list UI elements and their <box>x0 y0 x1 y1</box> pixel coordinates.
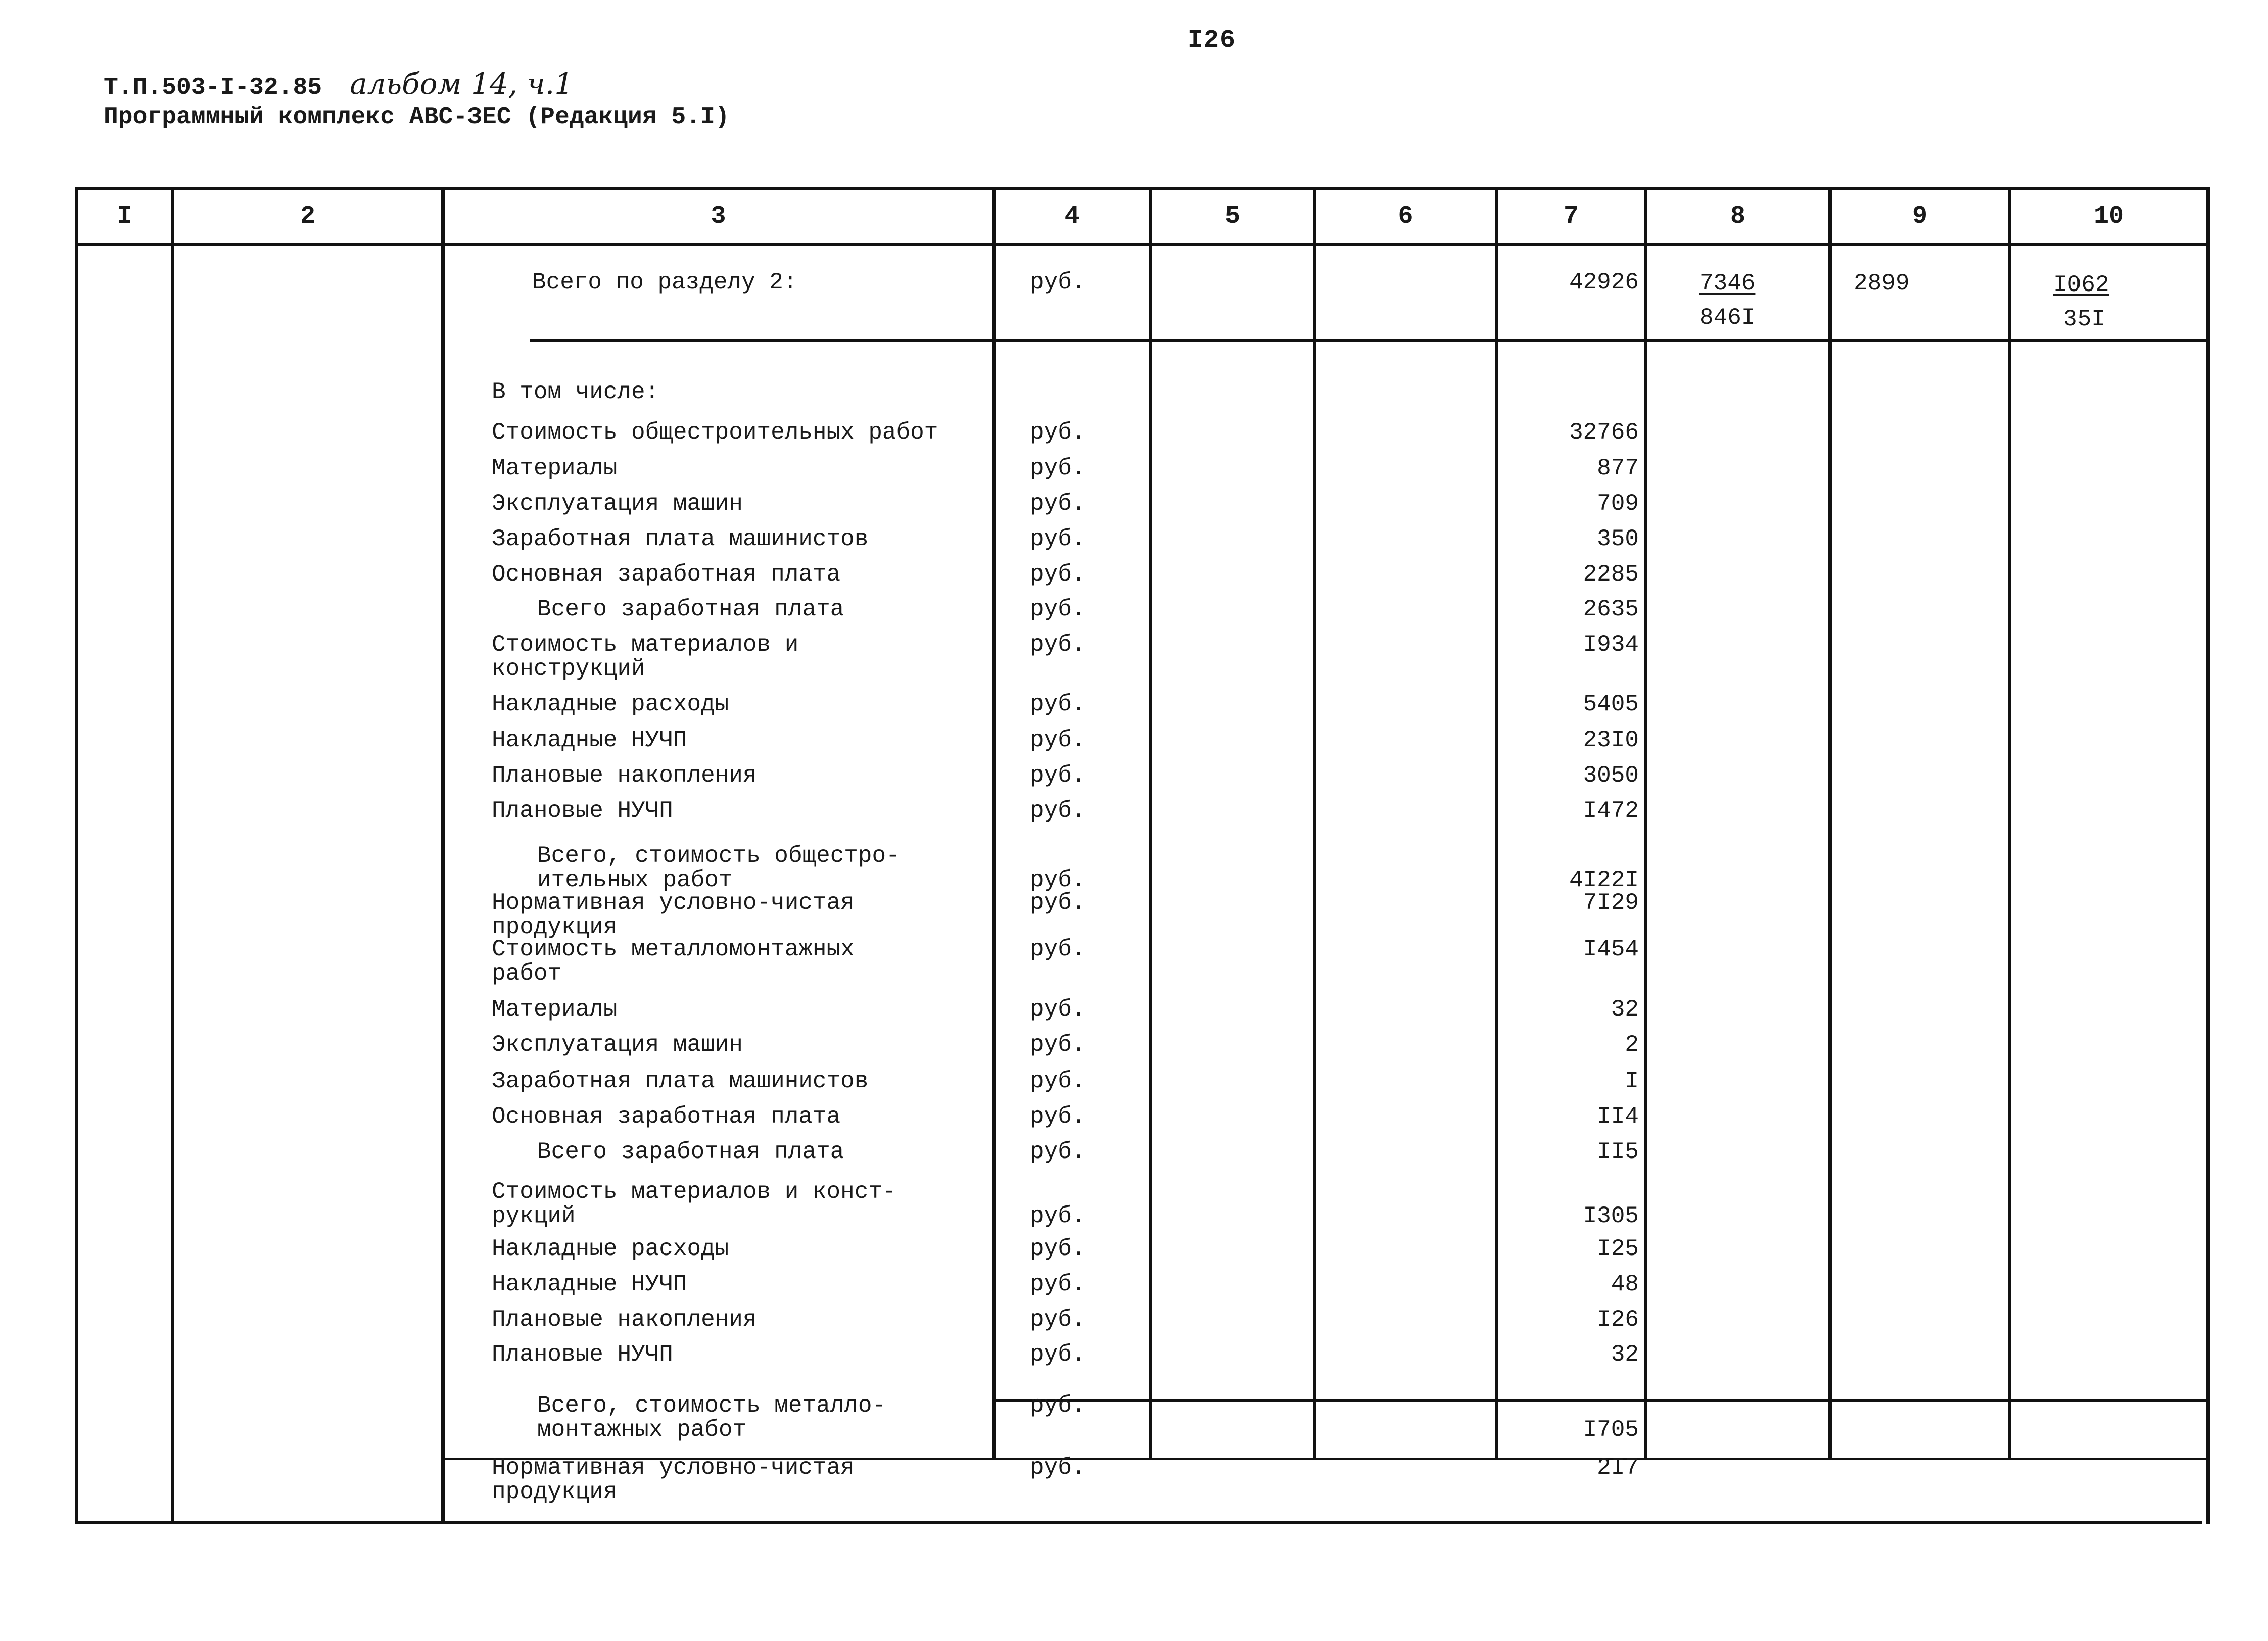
row-unit: руб. <box>1030 1139 1086 1165</box>
row-value: 2 <box>1625 1032 1639 1058</box>
row-label: Накладные расходы <box>492 1236 729 1262</box>
total-row-label: Всего по разделу 2: <box>532 269 797 296</box>
row-value: 5405 <box>1583 691 1639 717</box>
row-label: Эксплуатация машин <box>492 1032 743 1058</box>
row-unit: руб. <box>1030 596 1086 622</box>
row-value: 7I29 <box>1583 890 1639 916</box>
album-handwritten-note: альбом 14, ч.1 <box>350 67 574 101</box>
row-value: 877 <box>1597 455 1639 481</box>
row-value: 2I7 <box>1597 1455 1639 1481</box>
col-line-1 <box>171 187 174 1524</box>
row-label: Основная заработная плата <box>492 1103 841 1130</box>
row-label: Плановые накопления <box>492 762 757 789</box>
row-label: Плановые НУЧП <box>492 798 673 824</box>
row-unit: руб. <box>1030 491 1086 517</box>
col-header-3: 3 <box>711 202 726 231</box>
col-header-8: 8 <box>1730 202 1745 231</box>
col-line-9 <box>2008 187 2011 1460</box>
row-unit: руб. <box>1030 936 1086 962</box>
row-unit: руб. <box>1030 1203 1086 1229</box>
col-line-0 <box>75 187 78 1524</box>
row-value: 48 <box>1611 1271 1639 1297</box>
row-label: Эксплуатация машин <box>492 491 743 517</box>
row-value: I305 <box>1583 1203 1639 1229</box>
lower-band-top-line <box>992 1399 2210 1402</box>
row-unit: руб. <box>1030 1271 1086 1297</box>
col-line-6 <box>1495 187 1498 1460</box>
row-label: Всего заработная плата <box>537 596 844 622</box>
row-value: I705 <box>1583 1417 1639 1443</box>
row-label: Накладные НУЧП <box>492 727 687 753</box>
row-unit: руб. <box>1030 996 1086 1023</box>
row-label: Стоимость материалов и конструкций <box>492 632 799 682</box>
row-unit: руб. <box>1030 1307 1086 1333</box>
col-line-5 <box>1313 187 1316 1460</box>
row-value: 709 <box>1597 491 1639 517</box>
row-label: Стоимость металломонтажных работ <box>492 936 855 987</box>
row-label: Заработная плата машинистов <box>492 526 869 552</box>
row-value: I26 <box>1597 1307 1639 1333</box>
row-value: I934 <box>1583 632 1639 658</box>
row-label: Плановые НУЧП <box>492 1341 673 1368</box>
col-header-1: I <box>117 202 132 231</box>
col-header-10: 10 <box>2093 202 2124 231</box>
row-label: Накладные НУЧП <box>492 1271 687 1297</box>
total-row-underline <box>530 339 2210 342</box>
row-unit: руб. <box>1030 867 1086 893</box>
row-unit: руб. <box>1030 691 1086 717</box>
row-value: 2635 <box>1583 596 1639 622</box>
row-value: I25 <box>1597 1236 1639 1262</box>
row-unit: руб. <box>1030 1455 1086 1481</box>
row-label: Плановые накопления <box>492 1307 757 1333</box>
col-header-6: 6 <box>1398 202 1413 231</box>
col-line-7 <box>1644 187 1647 1460</box>
row-label: Нормативная условно-чистая продукция <box>492 890 855 940</box>
total-row-col10-bottom: 35I <box>2063 306 2105 332</box>
row-value: II5 <box>1597 1139 1639 1165</box>
total-row-col7: 42926 <box>1569 269 1639 296</box>
document-reference: Т.П.503-I-32.85 <box>104 74 322 102</box>
row-unit: руб. <box>1030 1392 1086 1419</box>
col-line-10 <box>2206 187 2210 1524</box>
program-title: Программный комплекс АВС-ЗЕС (Редакция 5.I) <box>104 104 730 131</box>
estimate-table <box>75 187 2210 1526</box>
row-label: Накладные расходы <box>492 691 729 717</box>
col-line-3 <box>992 187 996 1460</box>
row-label: Материалы <box>492 455 618 481</box>
col-header-9: 9 <box>1912 202 1927 231</box>
row-unit: руб. <box>1030 1341 1086 1368</box>
row-unit: руб. <box>1030 798 1086 824</box>
row-unit: руб. <box>1030 1068 1086 1094</box>
row-value: 4I22I <box>1569 867 1639 893</box>
row-label: Стоимость общестроительных работ <box>492 419 938 446</box>
row-unit: руб. <box>1030 526 1086 552</box>
row-label: Нормативная условно-чистая продукция <box>492 1455 855 1505</box>
row-label: Всего заработная плата <box>537 1139 844 1165</box>
row-value: 32766 <box>1569 419 1639 446</box>
row-label: Стоимость материалов и конст- рукций <box>492 1179 896 1229</box>
row-value: I472 <box>1583 798 1639 824</box>
col-line-4 <box>1149 187 1152 1460</box>
total-row-col10-top: I062 <box>2053 272 2109 298</box>
row-label: Основная заработная плата <box>492 561 841 588</box>
row-unit: руб. <box>1030 455 1086 481</box>
row-unit: руб. <box>1030 762 1086 789</box>
row-label: Материалы <box>492 996 618 1023</box>
row-unit: руб. <box>1030 1032 1086 1058</box>
row-value: 350 <box>1597 526 1639 552</box>
total-row-col8-bottom: 846I <box>1699 305 1756 331</box>
col-line-8 <box>1828 187 1832 1460</box>
row-value: 32 <box>1611 996 1639 1023</box>
col-header-4: 4 <box>1064 202 1080 231</box>
col-line-2 <box>441 187 445 1524</box>
row-label: Заработная плата машинистов <box>492 1068 869 1094</box>
row-value: 3050 <box>1583 762 1639 789</box>
table-bottom-border <box>75 1521 2202 1524</box>
header-bottom-border <box>75 243 2210 246</box>
row-value: I <box>1625 1068 1639 1094</box>
total-row-col8-top: 7346 <box>1699 270 1756 297</box>
row-value: 2285 <box>1583 561 1639 588</box>
row-unit: руб. <box>1030 632 1086 658</box>
row-label: Всего, стоимость общестро- ительных работ <box>537 843 900 893</box>
row-unit: руб. <box>1030 890 1086 916</box>
including-label: В том числе: <box>492 379 659 405</box>
row-unit: руб. <box>1030 727 1086 753</box>
total-row-col9: 2899 <box>1854 270 1910 297</box>
row-value: 32 <box>1611 1341 1639 1368</box>
row-value: II4 <box>1597 1103 1639 1130</box>
total-row-unit: руб. <box>1030 269 1086 296</box>
row-label: Всего, стоимость металло- монтажных работ <box>537 1392 886 1443</box>
table-top-border <box>75 187 2210 190</box>
row-value: I454 <box>1583 936 1639 962</box>
row-unit: руб. <box>1030 561 1086 588</box>
row-unit: руб. <box>1030 1236 1086 1262</box>
document-reference-line <box>104 67 573 102</box>
col-header-7: 7 <box>1563 202 1579 231</box>
page-number: I26 <box>1188 26 1237 55</box>
row-unit: руб. <box>1030 1103 1086 1130</box>
col-header-5: 5 <box>1224 202 1240 231</box>
col-header-2: 2 <box>300 202 315 231</box>
row-value: 23I0 <box>1583 727 1639 753</box>
row-unit: руб. <box>1030 419 1086 446</box>
